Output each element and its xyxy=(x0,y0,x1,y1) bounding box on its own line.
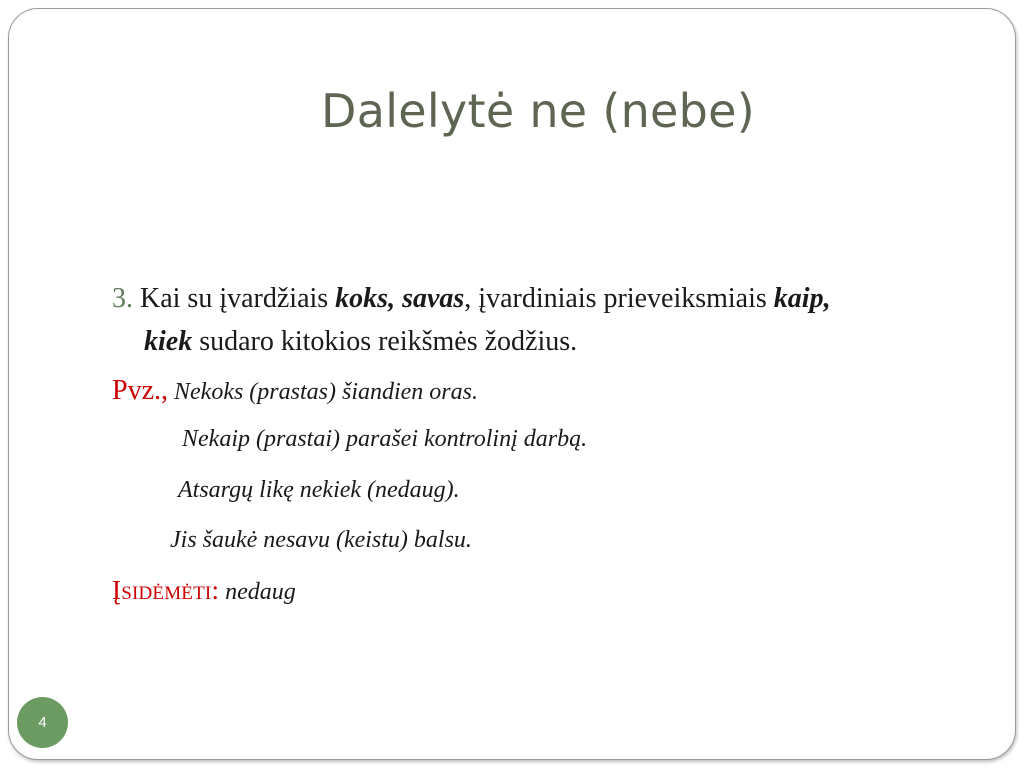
point-bold-1: koks, savas xyxy=(335,283,465,314)
slide-number-badge: 4 xyxy=(17,697,68,748)
example-line-3: Atsargų likę nekiek (nedaug). xyxy=(178,477,460,503)
example-text-1: Nekoks (prastas) šiandien oras. xyxy=(168,379,478,405)
note-line xyxy=(112,575,296,606)
point-paragraph xyxy=(112,277,972,363)
example-line-1 xyxy=(112,375,478,407)
example-label: Pvz., xyxy=(112,375,168,406)
note-label: Įsidėmėti: xyxy=(112,575,220,605)
point-text-3: sudaro kitokios reikšmės žodžius. xyxy=(192,326,578,357)
point-bold-3: kiek xyxy=(144,326,193,357)
slide-title: Dalelytė ne (nebe) xyxy=(321,84,755,138)
example-line-4: Jis šaukė nesavu (keistu) balsu. xyxy=(170,527,472,553)
note-value: nedaug xyxy=(219,579,296,605)
point-bold-2: kaip, xyxy=(773,283,831,314)
point-text-1: Kai su įvardžiais xyxy=(133,283,336,314)
example-line-2: Nekaip (prastai) parašei kontrolinį darbą. xyxy=(182,426,588,452)
point-text-2: , įvardiniais prieveiksmiais xyxy=(464,283,774,314)
point-number: 3. xyxy=(112,283,133,314)
